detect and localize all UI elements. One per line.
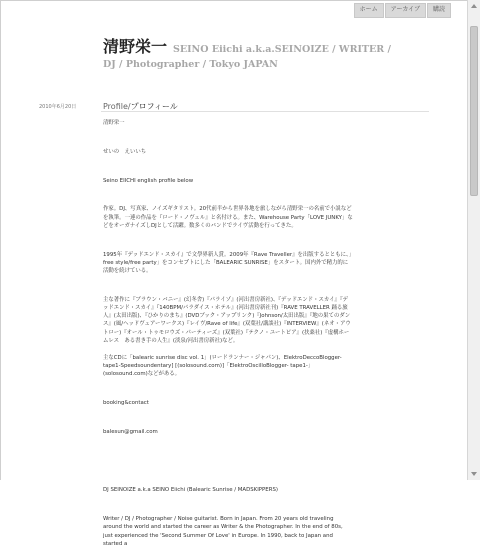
site-title-jp[interactable]: 清野栄一	[103, 37, 168, 56]
title-divider	[101, 111, 429, 112]
scroll-up-arrow-icon[interactable]	[471, 4, 477, 8]
post-content	[103, 119, 353, 557]
site-title[interactable]	[103, 39, 403, 72]
contact-email-link[interactable]: balesun@gmail.com	[103, 428, 158, 435]
profile-paragraph-2: 1995年『デッドエンド・スカイ』で文學界新人賞。2009年『Rave Traveller』を出版するとともに、」free style/free party」をコンセプトにした「BALEARIC SUNRISE」をスタート。国内外で精力的に活動を続けている。	[103, 251, 352, 274]
nav-subscribe-button[interactable]: 購読	[427, 3, 451, 18]
scroll-down-arrow-icon[interactable]	[471, 472, 477, 476]
post-title-en[interactable]: Profile/	[103, 102, 131, 111]
post-title-jp[interactable]: プロフィール	[130, 102, 178, 111]
post-date: 2010年6月20日	[39, 104, 77, 110]
site-title-en[interactable]: SEINO Eiichi a.k.a.SEINOIZE / WRITER / DJ / Photographer / Tokyo JAPAN	[103, 44, 391, 70]
english-paragraph-1: Writer / DJ / Photographer / Noise guitarist. Born in Japan. From 20 years old traveling around the world and started the career as Writer & the Photographer. In the end of 80s, just experienced the 'Second Summer Of Love' in Europe. In 1990, back to Japan and started a	[103, 516, 343, 547]
vertical-scrollbar[interactable]	[467, 0, 480, 480]
profile-paragraph-3: 主な著作に『ブラウン・バニー』(幻冬舎)『パライゾ』(河出書房新社)、『デッドエンド・スカイ』『デッドエンド・スカイ』『140BPM/パラダイス・ホテル』(河出書房新社刊)『RAVE TRAVELLER 踊る旅人』(太田出版)、『ひかりのまち』(DVDブック・アップリンク)『Johnson/太田出版』『地の果てのダンス』(風/ヘッドヴェアーワークス)『レイヴ/Rave of life』(双葉社/講談社)『INTERVIEW』(ネオ・アウトロー)『オール・トゥモロウズ・パーティーズ』(双葉社)『テクノ・ユートピア』(扶桑社)『虚構ホームレス ある書き手の人生』(淡泉/河出書房新社)など。	[103, 296, 351, 344]
dj-heading: DJ SEINOIZE a.k.a SEINO Eiichi (Balearic Sunrise / MADSKIPPERS)	[103, 487, 278, 494]
contact-label: booking&contact	[103, 399, 149, 406]
scroll-thumb[interactable]	[470, 26, 478, 196]
profile-intro: Seino EIICHI english profile below	[103, 177, 194, 184]
nav-home-button[interactable]: ホーム	[354, 3, 384, 18]
profile-name: 清野栄一	[103, 120, 125, 126]
profile-paragraph-1: 作家。DJ、写真家、ノイズギタリスト。20代前半から世界各地を旅しながら清野栄一の名前で小説などを執筆。一連の作品を『ロード・ノヴェル』と名付ける。また、Warehouse Party「LOVE JUNKY」などをオーガナイズしDJとして活躍。数多くのバンドでライヴ活動を行ってきた。	[103, 206, 353, 229]
profile-reading: せいの えいいち	[103, 148, 147, 155]
top-nav	[354, 3, 451, 18]
nav-archive-button[interactable]: アーカイブ	[385, 3, 426, 18]
profile-paragraph-4: 主なCDに「balearic sunrise disc vol. 1」(ロードランナー・ジャパン)、ElektroDeccoBlogger- tape1-Speedsoundentary] [(solosound.com)]「ElektroOscilloBlogger- tape1-」(solosound.com)などがある。	[103, 354, 342, 378]
